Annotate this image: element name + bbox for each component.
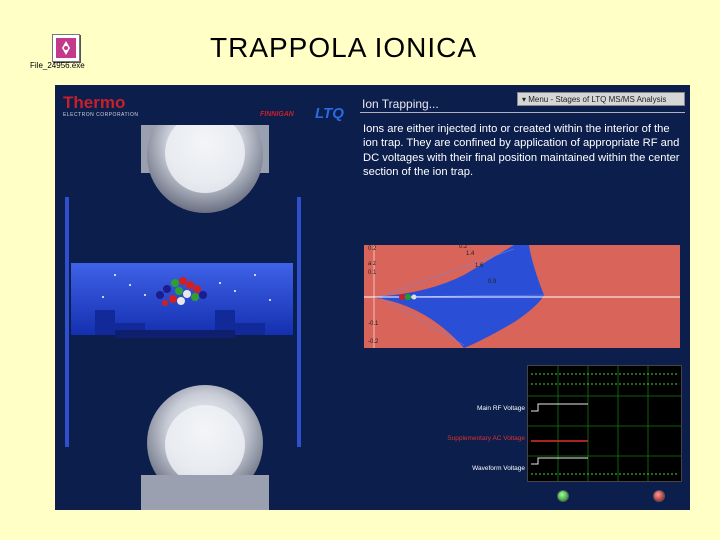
stages-menu-dropdown[interactable]: ▾ Menu - Stages of LTQ MS/MS Analysis xyxy=(517,92,685,106)
thermo-logo-subtitle: ELECTRON CORPORATION xyxy=(63,112,139,118)
y-tick-3: -0.2 xyxy=(368,339,379,345)
section-title: Ion Trapping... xyxy=(362,97,439,111)
thermo-logo: Thermo xyxy=(63,93,126,112)
y-tick-1: 0.1 xyxy=(368,270,377,276)
ltq-app-window xyxy=(55,85,690,510)
header-divider xyxy=(360,112,685,113)
waveform-voltage-label: Waveform Voltage xyxy=(472,465,525,472)
file-icon-label[interactable]: File_24956.exe xyxy=(30,61,85,70)
top-end-cap-electrode xyxy=(141,125,269,213)
main-rf-trace xyxy=(531,404,588,411)
boundary-label-3: 0.9 xyxy=(488,279,497,285)
y-axis-label: a z xyxy=(368,261,377,267)
supplementary-ac-voltage-label: Supplementary AC Voltage xyxy=(447,435,525,442)
red-status-led-icon[interactable] xyxy=(653,490,665,502)
green-status-led-icon[interactable] xyxy=(557,490,569,502)
description-text: Ions are either injected into or created within the interior of the ion trap. They are confined by application of appropriate RF and DC voltages with their final position maintained within the center section of the ion trap. xyxy=(363,123,680,179)
finnigan-logo: FINNIGAN xyxy=(260,111,294,118)
bottom-end-cap-electrode xyxy=(141,385,269,510)
stability-diagram xyxy=(364,245,680,348)
boundary-label-1: 1.4 xyxy=(466,251,475,257)
y-tick-0: 0.2 xyxy=(368,246,377,252)
exe-file-icon[interactable] xyxy=(52,34,80,62)
ltq-logo: LTQ xyxy=(315,105,344,122)
main-rf-voltage-label: Main RF Voltage xyxy=(476,405,525,412)
voltage-oscilloscope xyxy=(527,365,682,482)
ion-trap-illustration xyxy=(55,125,355,510)
boundary-label-2: 1.6 xyxy=(475,263,484,269)
boundary-label-0: 0.2 xyxy=(459,244,468,250)
slide-title: TRAPPOLA IONICA xyxy=(210,32,478,63)
waveform-trace xyxy=(531,458,588,464)
y-tick-2: -0.1 xyxy=(368,321,379,327)
